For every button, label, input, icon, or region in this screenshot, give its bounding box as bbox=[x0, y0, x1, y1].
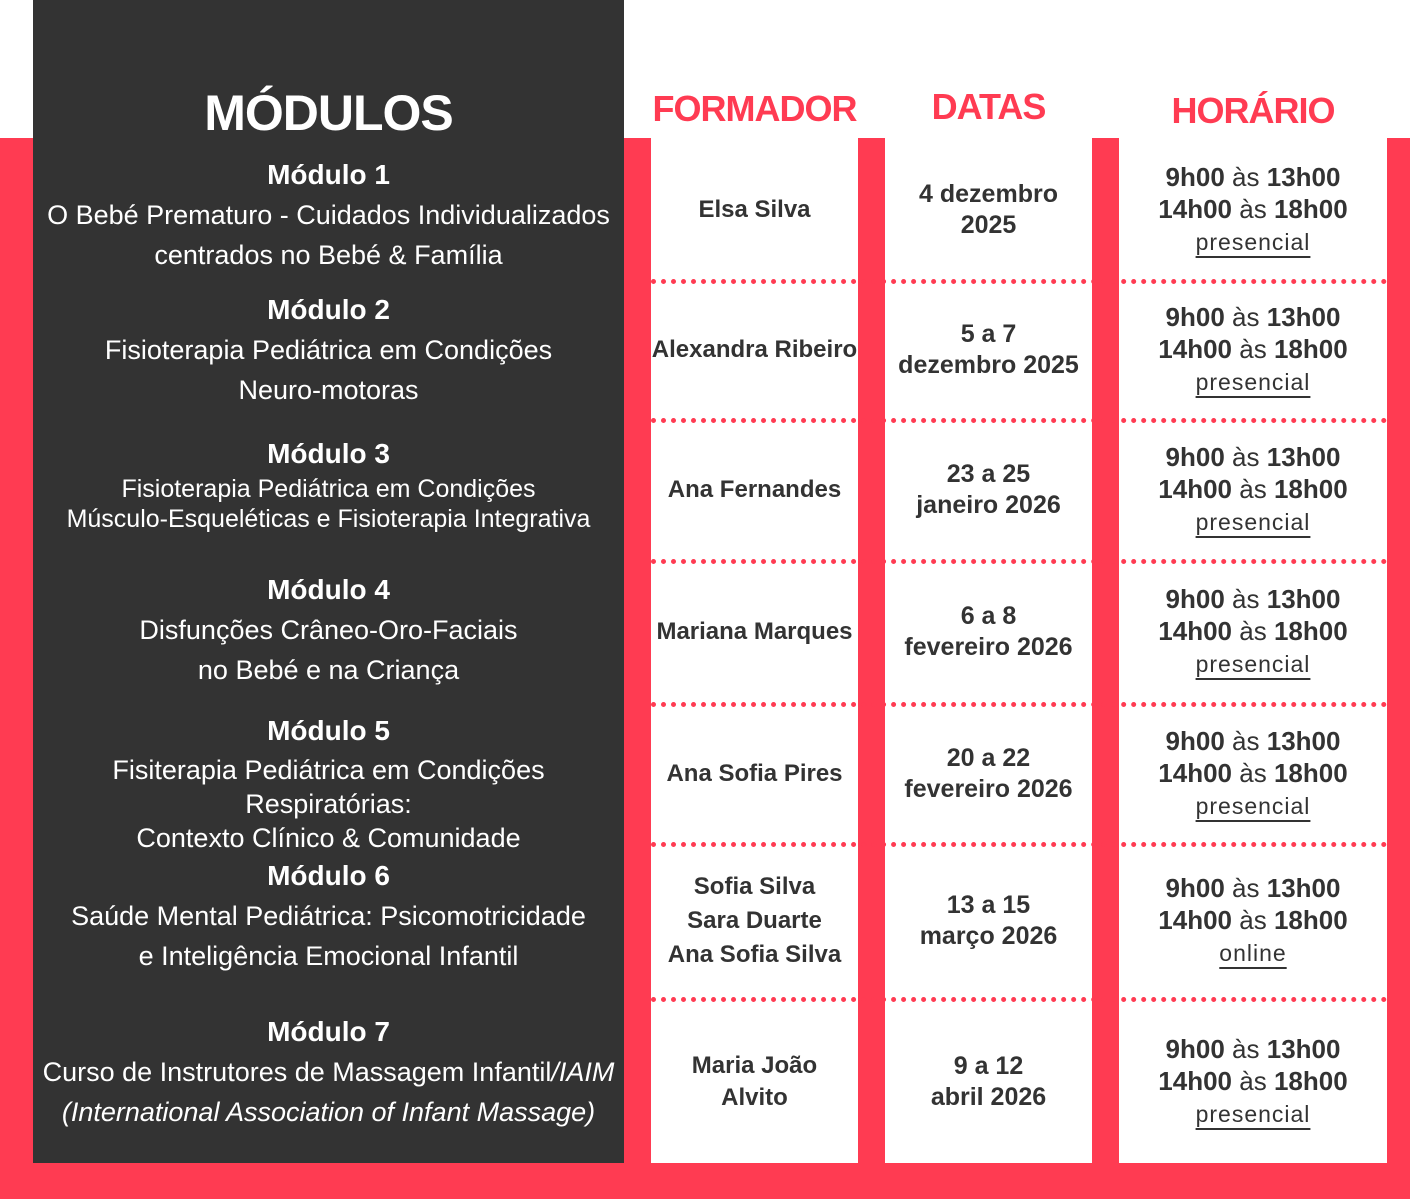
module-line: Fisioterapia Pediátrica em Condições bbox=[104, 335, 553, 365]
module-4-description bbox=[33, 570, 624, 690]
module-4-formador bbox=[651, 562, 858, 702]
date-line: dezembro 2025 bbox=[898, 351, 1079, 379]
afternoon-schedule: 14h00 às 18h00 bbox=[1158, 474, 1348, 504]
formador-name: Ana Sofia Pires bbox=[666, 759, 843, 787]
module-line: centrados no Bebé & Família bbox=[154, 240, 503, 270]
afternoon-schedule: 14h00 às 18h00 bbox=[1158, 334, 1348, 364]
module-1-description bbox=[33, 155, 624, 275]
formador-name: Maria João bbox=[691, 1051, 818, 1079]
date-line: 5 a 7 bbox=[960, 320, 1017, 348]
formador-name: Sara Duarte bbox=[687, 907, 822, 934]
module-line: Curso de Instrutores de Massagem Infantil/IAIM bbox=[42, 1057, 615, 1087]
module-6-datas bbox=[885, 845, 1092, 997]
module-title: Módulo 3 bbox=[267, 438, 390, 469]
morning-schedule: 9h00 às 13h00 bbox=[1165, 873, 1341, 903]
formador-name: Ana Fernandes bbox=[667, 476, 842, 503]
module-line: Contexto Clínico & Comunidade bbox=[136, 823, 521, 853]
session-mode: online bbox=[1219, 940, 1287, 966]
module-6-description bbox=[33, 856, 624, 976]
modulos-header: MÓDULOS bbox=[204, 85, 453, 141]
module-2-datas bbox=[885, 282, 1092, 418]
module-2-description bbox=[33, 290, 624, 410]
module-line: Fisioterapia Pediátrica em Condições bbox=[121, 475, 536, 503]
afternoon-schedule: 14h00 às 18h00 bbox=[1158, 616, 1348, 646]
formador-name: Elsa Silva bbox=[698, 195, 811, 223]
module-3-horario bbox=[1119, 421, 1387, 559]
date-line: 4 dezembro bbox=[919, 179, 1058, 208]
afternoon-schedule: 14h00 às 18h00 bbox=[1158, 905, 1348, 935]
module-5-description bbox=[33, 711, 624, 855]
module-title: Módulo 2 bbox=[267, 294, 390, 325]
afternoon-schedule: 14h00 às 18h00 bbox=[1158, 193, 1348, 224]
morning-schedule: 9h00 às 13h00 bbox=[1165, 302, 1341, 332]
session-mode: presencial bbox=[1195, 1100, 1311, 1127]
module-4-horario bbox=[1119, 562, 1387, 702]
module-5-formador bbox=[651, 705, 858, 842]
session-mode: presencial bbox=[1195, 792, 1311, 819]
module-7-datas bbox=[885, 1000, 1092, 1163]
morning-schedule: 9h00 às 13h00 bbox=[1165, 584, 1341, 614]
date-line: abril 2026 bbox=[930, 1082, 1047, 1111]
session-mode: presencial bbox=[1195, 369, 1311, 395]
module-line: Músculo-Esqueléticas e Fisioterapia Integrativa bbox=[66, 505, 591, 533]
formador-name: Alexandra Ribeiro bbox=[651, 336, 858, 363]
module-line: (International Association of Infant Massage) bbox=[61, 1097, 596, 1127]
formador-name: Ana Sofia Silva bbox=[667, 941, 842, 968]
module-3-datas bbox=[885, 421, 1092, 559]
formador-name: Mariana Marques bbox=[656, 618, 853, 645]
module-1-horario bbox=[1119, 140, 1387, 279]
module-line: Neuro-motoras bbox=[238, 375, 419, 405]
date-line: março 2026 bbox=[919, 922, 1058, 950]
formador-name: Sofia Silva bbox=[693, 873, 816, 900]
date-line: 23 a 25 bbox=[946, 460, 1031, 488]
module-3-description bbox=[33, 434, 624, 534]
morning-schedule: 9h00 às 13h00 bbox=[1165, 725, 1341, 756]
date-line: 9 a 12 bbox=[953, 1051, 1024, 1080]
session-mode: presencial bbox=[1195, 509, 1311, 535]
module-line: O Bebé Prematuro - Cuidados Individualizados bbox=[47, 200, 610, 230]
date-line: 13 a 15 bbox=[946, 891, 1031, 919]
module-line: e Inteligência Emocional Infantil bbox=[138, 941, 519, 971]
horario-header: HORÁRIO bbox=[1171, 90, 1335, 131]
date-line: 2025 bbox=[960, 210, 1017, 239]
module-title: Módulo 6 bbox=[267, 860, 390, 891]
date-line: 6 a 8 bbox=[960, 602, 1017, 630]
module-6-formador bbox=[651, 845, 858, 997]
module-line: Fisiterapia Pediátrica em Condições Respiratórias: bbox=[112, 755, 545, 819]
module-line: Disfunções Crâneo-Oro-Faciais bbox=[139, 615, 518, 645]
module-5-horario bbox=[1119, 705, 1387, 842]
date-line: 20 a 22 bbox=[946, 743, 1031, 772]
datas-header: DATAS bbox=[931, 86, 1046, 127]
module-title: Módulo 7 bbox=[267, 1016, 390, 1047]
date-line: fevereiro 2026 bbox=[904, 633, 1073, 661]
module-7-description bbox=[33, 1012, 624, 1132]
module-line: Saúde Mental Pediátrica: Psicomotricidade bbox=[71, 901, 586, 931]
module-2-horario bbox=[1119, 282, 1387, 418]
date-line: janeiro 2026 bbox=[916, 491, 1061, 519]
morning-schedule: 9h00 às 13h00 bbox=[1165, 442, 1341, 472]
module-1-datas bbox=[885, 140, 1092, 279]
morning-schedule: 9h00 às 13h00 bbox=[1165, 1033, 1341, 1064]
module-6-horario bbox=[1119, 845, 1387, 997]
afternoon-schedule: 14h00 às 18h00 bbox=[1158, 757, 1348, 788]
module-7-horario bbox=[1119, 1000, 1387, 1163]
module-2-formador bbox=[651, 282, 858, 418]
module-3-formador bbox=[651, 421, 858, 559]
morning-schedule: 9h00 às 13h00 bbox=[1165, 161, 1341, 192]
module-line: no Bebé e na Criança bbox=[197, 655, 460, 685]
formador-name: Alvito bbox=[721, 1083, 788, 1111]
module-4-datas bbox=[885, 562, 1092, 702]
module-1-formador bbox=[651, 140, 858, 279]
session-mode: presencial bbox=[1195, 651, 1311, 677]
module-5-datas bbox=[885, 705, 1092, 842]
session-mode: presencial bbox=[1195, 228, 1311, 255]
date-line: fevereiro 2026 bbox=[904, 774, 1073, 803]
formador-header: FORMADOR bbox=[652, 88, 857, 129]
module-7-formador bbox=[651, 1000, 858, 1163]
module-title: Módulo 1 bbox=[267, 159, 390, 190]
module-title: Módulo 5 bbox=[267, 715, 390, 746]
module-title: Módulo 4 bbox=[267, 574, 390, 605]
afternoon-schedule: 14h00 às 18h00 bbox=[1158, 1065, 1348, 1096]
